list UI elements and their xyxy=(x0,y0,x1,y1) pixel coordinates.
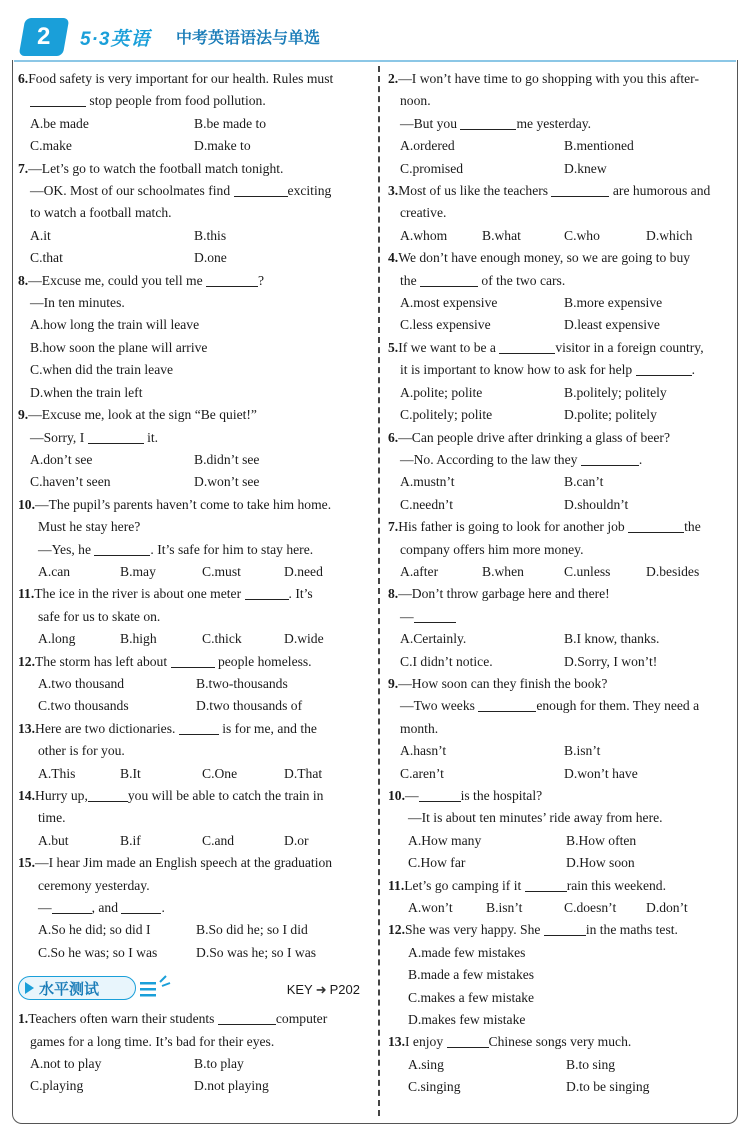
option-c: C.How far xyxy=(408,855,466,871)
answer-blank xyxy=(218,1011,276,1025)
answer-blank xyxy=(234,183,288,197)
test-question-7 xyxy=(388,516,736,583)
option-c: C.promised xyxy=(400,160,464,176)
question-text: —Sorry, I xyxy=(30,429,85,445)
question-text: —Two weeks xyxy=(400,698,475,714)
option-d: D.won’t have xyxy=(564,765,638,781)
question-text: I enjoy xyxy=(405,1034,444,1050)
question-text: — xyxy=(405,788,419,803)
option-b: B.to play xyxy=(194,1056,244,1072)
option-d: D.besides xyxy=(646,563,700,579)
option-b: B.may xyxy=(120,563,156,579)
test-question-2 xyxy=(388,68,736,180)
question-number: 2. xyxy=(388,71,399,86)
question-number: 6. xyxy=(18,71,29,86)
question-text: —Let’s go to watch the football match tonight. xyxy=(28,160,284,176)
answer-blank xyxy=(94,542,150,556)
options xyxy=(18,561,364,583)
left-column xyxy=(18,68,364,1098)
option-d: D.How soon xyxy=(566,855,635,871)
question-text: computer xyxy=(275,1011,328,1027)
question-text: —In ten minutes. xyxy=(30,295,125,311)
option-c: C.politely; polite xyxy=(400,407,493,423)
option-b: B.It xyxy=(120,765,141,781)
answer-blank xyxy=(447,1034,489,1048)
question-text: —Can people drive after drinking a glass of beer? xyxy=(398,429,670,445)
question-text: is the hospital? xyxy=(460,788,543,803)
question-text: Food safety is very important for our health. Rules must xyxy=(28,71,334,86)
option-a: A.long xyxy=(38,631,76,647)
options xyxy=(388,292,736,337)
options xyxy=(388,135,736,180)
question-number: 10. xyxy=(18,496,35,512)
option-d: D.need xyxy=(284,563,323,579)
answer-blank xyxy=(121,900,161,914)
test-question-5 xyxy=(388,337,736,427)
option-a: A.ordered xyxy=(400,138,455,154)
answer-blank xyxy=(420,273,478,287)
option-c: C.One xyxy=(202,765,238,781)
test-question-11 xyxy=(388,875,736,920)
question-text: noon. xyxy=(400,93,431,109)
option-b: B.this xyxy=(194,227,227,243)
answer-blank xyxy=(460,116,516,130)
option-c: C.who xyxy=(564,227,600,243)
question-text: stop people from food pollution. xyxy=(89,93,266,109)
question-text: . It’s safe for him to stay here. xyxy=(150,541,314,557)
page-number-badge xyxy=(19,18,70,56)
option-d: D.to be singing xyxy=(566,1079,650,1095)
option-d: D.So was he; so I was xyxy=(196,944,317,960)
options xyxy=(18,830,364,852)
question-text: me yesterday. xyxy=(516,115,592,131)
option-c: C.and xyxy=(202,832,235,848)
key-label: KEY xyxy=(286,982,313,998)
options xyxy=(388,830,736,875)
option-b: B.to sing xyxy=(566,1056,616,1072)
options xyxy=(388,897,736,919)
option-d: D.polite; politely xyxy=(564,407,657,423)
question-text: —Don’t throw garbage here and there! xyxy=(398,586,610,602)
question-text: Chinese songs very much. xyxy=(488,1034,632,1050)
option-a: A.mustn’t xyxy=(400,474,455,490)
question-text: safe for us to skate on. xyxy=(38,608,161,624)
option-a: A.How many xyxy=(408,832,482,848)
option-c: C.haven’t seen xyxy=(30,474,111,490)
question-number: 12. xyxy=(388,922,405,938)
question-text: month. xyxy=(400,720,439,736)
question-text: —The pupil’s parents haven’t come to take him home. xyxy=(35,496,332,512)
question-number: 11. xyxy=(18,586,35,602)
option-c: C.doesn’t xyxy=(564,900,617,916)
options xyxy=(18,449,364,494)
section-title-box xyxy=(18,976,136,1000)
option-d: D.which xyxy=(646,227,693,243)
question-text: —I hear Jim made an English speech at the graduation xyxy=(35,855,333,871)
question-text: —But you xyxy=(400,115,458,131)
question-text: ceremony yesterday. xyxy=(38,877,150,893)
option-a: A.hasn’t xyxy=(400,743,447,759)
option-a: A.after xyxy=(400,563,439,579)
section-title: 水平测试 xyxy=(39,979,100,998)
option-d: D.makes few mistake xyxy=(408,1012,526,1028)
question-text: enough for them. They need a xyxy=(536,698,700,714)
answer-blank xyxy=(636,362,692,376)
question-text: — xyxy=(400,608,414,624)
option-a: A.whom xyxy=(400,227,448,243)
question-text: the xyxy=(684,519,701,535)
question-number: 7. xyxy=(18,160,29,176)
question-text: . xyxy=(638,451,643,467)
question-text: exciting xyxy=(287,183,332,199)
option-a: A.So he did; so did I xyxy=(38,922,151,938)
test-question-4 xyxy=(388,247,736,337)
option-a: A.This xyxy=(38,765,76,781)
option-c: C.singing xyxy=(408,1079,461,1095)
question-text: rain this weekend. xyxy=(566,877,666,893)
option-c: C.playing xyxy=(30,1078,84,1094)
question-text: His father is going to look for another job xyxy=(398,519,625,535)
answer-blank xyxy=(30,93,86,107)
options xyxy=(388,471,736,516)
question-text: — xyxy=(38,900,52,916)
question-text: other is for you. xyxy=(38,743,125,759)
option-d: D.won’t see xyxy=(194,474,260,490)
play-arrow-icon xyxy=(25,982,34,994)
question-text: you will be able to catch the train in xyxy=(127,788,324,803)
question-6 xyxy=(18,68,364,158)
option-d: D.two thousands of xyxy=(196,698,303,714)
option-b: B.didn’t see xyxy=(194,451,260,467)
option-a: A.how long the train will leave xyxy=(30,317,200,333)
options xyxy=(388,740,736,785)
option-b: B.high xyxy=(120,631,157,647)
options xyxy=(388,628,736,673)
answer-blank xyxy=(628,519,684,533)
option-b: B.two-thousands xyxy=(196,675,288,691)
answer-blank xyxy=(478,698,536,712)
options xyxy=(388,382,736,427)
question-13 xyxy=(18,718,364,785)
option-b: B.isn’t xyxy=(486,900,523,916)
answer-blank xyxy=(544,922,586,936)
option-a: A.it xyxy=(30,227,51,243)
option-a: A.two thousand xyxy=(38,675,125,691)
option-c: C.aren’t xyxy=(400,765,444,781)
page-number: 2 xyxy=(37,23,51,50)
option-a: A.won’t xyxy=(408,900,453,916)
question-text: —Excuse me, look at the sign “Be quiet!” xyxy=(28,407,257,423)
option-a: A.made few mistakes xyxy=(408,944,526,960)
option-b: B.I know, thanks. xyxy=(564,631,660,647)
option-b: B.can’t xyxy=(564,474,604,490)
option-a: A.most expensive xyxy=(400,295,498,311)
question-number: 7. xyxy=(388,519,399,535)
question-number: 12. xyxy=(18,653,35,669)
answer-blank xyxy=(88,788,128,802)
question-number: 5. xyxy=(388,339,399,355)
option-d: D.not playing xyxy=(194,1078,269,1094)
question-text: , and xyxy=(91,900,119,916)
option-d: D.one xyxy=(194,250,227,266)
question-number: 6. xyxy=(388,429,399,445)
question-text: —I won’t have time to go shopping with you this after- xyxy=(398,71,699,86)
question-text: to watch a football match. xyxy=(30,205,172,221)
option-d: D.least expensive xyxy=(564,317,660,333)
option-a: A.polite; polite xyxy=(400,384,483,400)
option-d: D.shouldn’t xyxy=(564,496,629,512)
option-c: C.must xyxy=(202,563,241,579)
question-text: time. xyxy=(38,810,66,826)
option-b: B.mentioned xyxy=(564,138,634,154)
question-text: company offers him more money. xyxy=(400,541,584,557)
answer-blank xyxy=(499,340,555,354)
option-b: B.made a few mistakes xyxy=(408,967,535,983)
answer-blank xyxy=(206,273,258,287)
question-text: it is important to know how to ask for help xyxy=(400,362,633,378)
option-b: B.isn’t xyxy=(564,743,601,759)
option-c: C.two thousands xyxy=(38,698,129,714)
question-text: . xyxy=(691,362,696,378)
section-banner xyxy=(18,974,364,1004)
question-text: the xyxy=(400,272,417,288)
question-number: 13. xyxy=(18,720,35,736)
option-c: C.when did the train leave xyxy=(30,362,174,378)
question-number: 11. xyxy=(388,877,405,893)
option-a: A.Certainly. xyxy=(400,631,467,647)
question-number: 8. xyxy=(18,272,29,288)
answer-blank xyxy=(171,654,215,668)
question-text: Here are two dictionaries. xyxy=(35,720,176,736)
question-text: visitor in a foreign country, xyxy=(555,339,704,355)
option-b: B.How often xyxy=(566,832,637,848)
arrow-right-icon: ➜ xyxy=(315,982,327,998)
answer-blank xyxy=(419,788,461,802)
question-text: creative. xyxy=(400,205,447,221)
question-number: 1. xyxy=(18,1011,29,1027)
option-c: C.needn’t xyxy=(400,496,453,512)
page-header xyxy=(14,14,736,64)
question-text: —It is about ten minutes’ ride away from here. xyxy=(408,810,663,826)
question-number: 10. xyxy=(388,788,405,803)
options xyxy=(18,919,364,964)
question-number: 3. xyxy=(388,183,399,199)
answer-blank xyxy=(525,878,567,892)
test-question-8 xyxy=(388,583,736,673)
question-text: Let’s go camping if it xyxy=(404,877,522,893)
right-column xyxy=(388,68,736,1099)
options xyxy=(18,763,364,785)
column-divider xyxy=(378,66,380,1116)
test-question-9 xyxy=(388,673,736,785)
option-c: C.less expensive xyxy=(400,317,491,333)
option-a: A.can xyxy=(38,563,71,579)
test-question-1 xyxy=(18,1008,364,1098)
answer-blank xyxy=(245,586,289,600)
test-question-6 xyxy=(388,427,736,517)
question-number: 8. xyxy=(388,586,399,602)
option-b: B.what xyxy=(482,227,521,243)
question-number: 15. xyxy=(18,855,35,871)
answer-blank xyxy=(179,721,219,735)
options xyxy=(18,628,364,650)
question-8 xyxy=(18,270,364,404)
question-text: —OK. Most of our schoolmates find xyxy=(30,183,231,199)
question-15 xyxy=(18,852,364,964)
answer-blank xyxy=(551,183,609,197)
question-number: 14. xyxy=(18,788,35,803)
question-text: of the two cars. xyxy=(481,272,566,288)
option-b: B.politely; politely xyxy=(564,384,667,400)
answer-key-ref xyxy=(287,982,360,998)
option-c: C.I didn’t notice. xyxy=(400,653,493,669)
book-subtitle: 中考英语语法与单选 xyxy=(176,28,321,47)
option-b: B.if xyxy=(120,832,141,848)
test-question-13 xyxy=(388,1031,736,1098)
question-14 xyxy=(18,785,364,852)
option-c: C.makes a few mistake xyxy=(408,989,535,1005)
option-a: A.not to play xyxy=(30,1056,102,1072)
option-b: B.how soon the plane will arrive xyxy=(30,339,208,355)
question-text: Hurry up, xyxy=(35,788,88,803)
option-c: C.unless xyxy=(564,563,611,579)
option-b: B.So did he; so I did xyxy=(196,922,308,938)
answer-blank xyxy=(414,609,456,623)
option-b: B.be made to xyxy=(194,115,267,131)
test-question-10 xyxy=(388,785,736,875)
question-text: The ice in the river is about one meter xyxy=(34,586,242,602)
answer-blank xyxy=(52,900,92,914)
question-text: games for a long time. It’s bad for their eyes. xyxy=(30,1033,275,1049)
option-b: B.more expensive xyxy=(564,295,663,311)
question-text: We don’t have enough money, so we are going to buy xyxy=(398,250,691,266)
option-a: A.sing xyxy=(408,1056,444,1072)
question-text: in the maths test. xyxy=(585,922,678,938)
options xyxy=(18,225,364,270)
brand-logo: 5·3英语 xyxy=(80,29,151,50)
question-number: 4. xyxy=(388,250,399,266)
question-text: are humorous and xyxy=(612,183,711,199)
question-text: —How soon can they finish the book? xyxy=(398,675,608,691)
question-text: people homeless. xyxy=(217,653,312,669)
key-page: P202 xyxy=(329,982,360,998)
question-text: is for me, and the xyxy=(222,720,317,736)
question-11 xyxy=(18,583,364,650)
question-10 xyxy=(18,494,364,584)
question-text: Must he stay here? xyxy=(38,519,141,535)
option-d: D.knew xyxy=(564,160,607,176)
question-number: 9. xyxy=(388,675,399,691)
question-12 xyxy=(18,651,364,718)
option-d: D.or xyxy=(284,832,309,848)
question-text: —No. According to the law they xyxy=(400,451,578,467)
question-text: Most of us like the teachers xyxy=(398,183,549,199)
option-c: C.thick xyxy=(202,631,242,647)
option-c: C.So he was; so I was xyxy=(38,944,158,960)
answer-blank xyxy=(581,452,639,466)
question-7 xyxy=(18,158,364,270)
option-a: A.don’t see xyxy=(30,451,93,467)
test-question-3 xyxy=(388,180,736,247)
question-text: ? xyxy=(258,272,265,288)
question-text: If we want to be a xyxy=(398,339,496,355)
option-d: D.make to xyxy=(194,138,251,154)
question-number: 13. xyxy=(388,1034,405,1050)
option-d: D.when the train left xyxy=(30,384,143,400)
question-number: 9. xyxy=(18,407,29,423)
options xyxy=(18,113,364,158)
option-b: B.when xyxy=(482,563,524,579)
options xyxy=(388,1054,736,1099)
option-d: D.wide xyxy=(284,631,324,647)
question-text: —Yes, he xyxy=(38,541,92,557)
option-a: A.but xyxy=(38,832,69,848)
option-d: D.don’t xyxy=(646,900,688,916)
option-d: D.That xyxy=(284,765,323,781)
options xyxy=(388,561,736,583)
question-text: it. xyxy=(147,429,159,445)
option-c: C.make xyxy=(30,138,72,154)
question-text: She was very happy. She xyxy=(405,922,541,938)
question-text: Teachers often warn their students xyxy=(28,1011,215,1027)
option-d: D.Sorry, I won’t! xyxy=(564,653,658,669)
sparkle-lines-icon xyxy=(138,974,172,1002)
question-text: —Excuse me, could you tell me xyxy=(28,272,203,288)
question-text: . It’s xyxy=(288,586,313,602)
question-9 xyxy=(18,404,364,494)
test-question-12 xyxy=(388,919,736,1031)
option-a: A.be made xyxy=(30,115,89,131)
question-text: The storm has left about xyxy=(35,653,168,669)
answer-blank xyxy=(88,430,144,444)
options xyxy=(388,225,736,247)
option-c: C.that xyxy=(30,250,63,266)
question-text: . xyxy=(161,900,165,916)
options xyxy=(18,673,364,718)
options xyxy=(18,1053,364,1098)
